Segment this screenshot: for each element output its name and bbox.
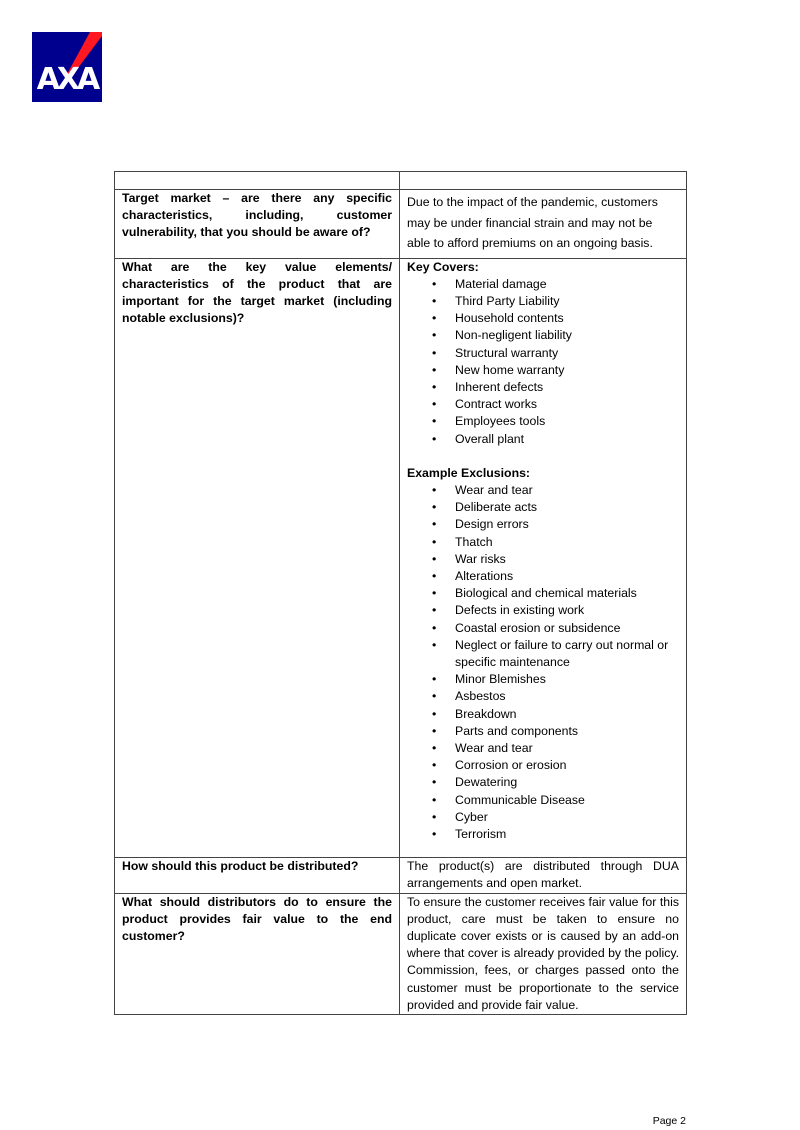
list-item: • Corrosion or erosion	[455, 757, 679, 774]
list-item: • Parts and components	[455, 723, 679, 740]
question-distribution: How should this product be distributed?	[115, 858, 400, 893]
axa-logo-text: AXA	[36, 62, 98, 97]
list-item: • Material damage	[455, 276, 679, 293]
answer-target-market-text: Due to the impact of the pandemic, customers may be under financial strain and may not be able to afford premiums on an ongoing basis.	[407, 195, 658, 250]
question-fair-value: What should distributors do to ensure the product provides fair value to the end customer?	[115, 893, 400, 1014]
list-item: • War risks	[455, 551, 679, 568]
table-row-key-value	[115, 258, 687, 858]
list-item: • Thatch	[455, 534, 679, 551]
list-item: • Employees tools	[455, 413, 679, 430]
answer-target-market	[400, 190, 687, 259]
list-item: • Contract works	[455, 396, 679, 413]
list-item: • New home warranty	[455, 362, 679, 379]
table-header-row	[115, 172, 687, 190]
list-item: • Terrorism	[455, 826, 679, 843]
list-item: • Inherent defects	[455, 379, 679, 396]
table-row-fair-value	[115, 893, 687, 1014]
section-spacer	[407, 448, 679, 465]
exclusions-list	[407, 482, 679, 857]
question-target-market: Target market – are there any specific characteristics, including, customer vulnerability, that you should be aware of?	[115, 190, 400, 259]
list-item: • Asbestos	[455, 688, 679, 705]
question-key-value: What are the key value elements/ characteristics of the product that are important for the target market (including notable exclusions)?	[115, 258, 400, 858]
answer-fair-value: To ensure the customer receives fair value for this product, care must be taken to ensure no duplicate cover exists or is caused by an add-on where that cover is already provided by the policy. Commission, fees, or charges passed onto the customer must be proportionate to the service provided and provide fair value.	[400, 893, 687, 1014]
list-item: • Household contents	[455, 310, 679, 327]
list-item: • Wear and tear	[455, 482, 679, 499]
list-item: • Neglect or failure to carry out normal or specific maintenance	[455, 637, 679, 671]
empty-cell	[400, 172, 687, 190]
list-item: • Deliberate acts	[455, 499, 679, 516]
list-item: • Wear and tear	[455, 740, 679, 757]
list-item: • Breakdown	[455, 706, 679, 723]
table-row-distribution	[115, 858, 687, 893]
list-item: • Coastal erosion or subsidence	[455, 620, 679, 637]
key-covers-list	[407, 276, 679, 448]
list-item: • Overall plant	[455, 431, 679, 448]
list-item: • Defects in existing work	[455, 602, 679, 619]
list-item: • Communicable Disease	[455, 792, 679, 809]
list-item: • Alterations	[455, 568, 679, 585]
answer-distribution: The product(s) are distributed through DUA arrangements and open market.	[400, 858, 687, 893]
exclusions-title: Example Exclusions:	[407, 465, 531, 480]
table-row-target-market	[115, 190, 687, 259]
page-number: Page 2	[652, 1115, 686, 1127]
list-item: • Design errors	[455, 516, 679, 533]
list-item: • Non-negligent liability	[455, 327, 679, 344]
axa-logo	[32, 32, 102, 102]
product-info-table	[114, 171, 687, 1015]
list-item: • Cyber	[455, 809, 679, 826]
list-item: • Structural warranty	[455, 345, 679, 362]
list-item: • Dewatering	[455, 774, 679, 791]
answer-key-value	[400, 258, 687, 858]
list-item: • Third Party Liability	[455, 293, 679, 310]
key-covers-title: Key Covers:	[407, 259, 479, 274]
empty-cell	[115, 172, 400, 190]
list-item: • Minor Blemishes	[455, 671, 679, 688]
list-item: • Biological and chemical materials	[455, 585, 679, 602]
